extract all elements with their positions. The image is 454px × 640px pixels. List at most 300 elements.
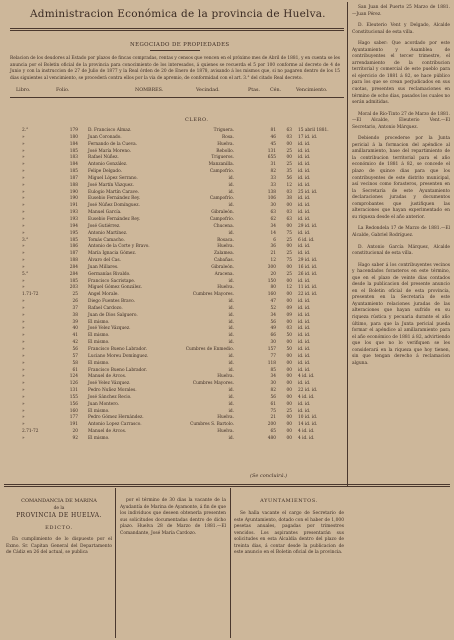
folio-cell: 156: [69, 401, 78, 407]
pesetas-cell: 160: [267, 292, 276, 298]
name-cell: D. Francisco Almaz.: [88, 128, 132, 133]
folio-cell: 184: [69, 162, 78, 168]
libro-cell: »: [22, 401, 25, 407]
ayuntamientos-heading: AYUNTAMIENTOS.: [260, 498, 318, 504]
vecindad-cell: Huelva.: [217, 285, 234, 291]
centimos-cell: 00: [286, 155, 292, 161]
vencimiento-cell: id. id.: [298, 360, 311, 366]
libro-cell: »: [22, 175, 25, 181]
folio-cell: 203: [69, 285, 78, 291]
name-cell: Juan Montero.: [88, 401, 120, 407]
pesetas-cell: 56: [270, 319, 276, 325]
notice-paragraph: Hago saber: Que acordado por este Ayuntamiento y Asamblea de contribuyentes el tercer trimestre, el arrendamiento de la contribucion territorial y comercial de este pueblo para el ejercicio de 1881 á 82, se hace público para los que se crean perjudicados en sus cuotas, presenten sus reclamaciones en término de ocho dias, pasados los cuales no serán admitidas.: [352, 41, 450, 106]
vecindad-cell: Rebollo.: [216, 148, 234, 154]
table-row: [10, 381, 340, 388]
centimos-cell: 00: [286, 223, 292, 229]
name-cell: Francisco Sacristape.: [88, 278, 136, 284]
marina-heading-de-la: de la: [53, 506, 65, 511]
table-row: [10, 347, 340, 354]
centimos-cell: 25: [286, 271, 292, 277]
folio-cell: 58: [72, 360, 78, 366]
pesetas-cell: 480: [267, 435, 276, 441]
name-cell: Álvaro del Cas.: [88, 258, 121, 264]
centimos-cell: 50: [286, 347, 292, 352]
table-row: [10, 155, 340, 162]
marina-province: PROVINCIA DE HUELVA.: [16, 512, 102, 519]
centimos-cell: 00: [286, 388, 292, 394]
centimos-cell: 50: [286, 333, 292, 339]
table-row: [10, 340, 340, 347]
vencimiento-cell: id. id.: [298, 182, 311, 188]
vencimiento-cell: id. id.: [298, 305, 311, 311]
vecindad-cell: Huelva.: [217, 244, 234, 250]
libro-cell: »: [22, 182, 25, 188]
vecindad-cell: id.: [228, 333, 234, 339]
vencimiento-cell: id. id.: [298, 326, 311, 332]
pesetas-cell: 106: [267, 196, 276, 202]
table-row: [10, 415, 340, 422]
vecindad-cell: id.: [228, 388, 234, 394]
centimos-cell: 75: [286, 230, 292, 236]
table-row: [10, 238, 340, 245]
centimos-cell: 25: [286, 162, 292, 168]
name-cell: José María Moreno.: [88, 148, 131, 154]
pesetas-cell: 14: [270, 230, 276, 236]
table-row: [10, 183, 340, 190]
libro-cell: »: [22, 169, 25, 175]
pesetas-cell: 77: [270, 353, 276, 359]
centimos-cell: 00: [286, 292, 292, 298]
vencimiento-cell: id. id.: [298, 203, 311, 209]
marina-edict-continued: por el término de 30 dias la vacante de la Ayudantía de Marina de Ayamonte, á fin de que los individuos que deseen obtenerla presenten sus solicitudes documentadas dentro de dicho plazo. Huelva 28 de Marzo de 1881.—El Comandante, José María Cardozo.: [120, 498, 226, 536]
notice-paragraph: D. Eleuterio Vent y Delgado, Alcalde Constitucional de esta villa.: [352, 23, 450, 35]
vecindad-cell: id.: [228, 230, 234, 236]
header-vencimiento: Vencimiento.: [296, 88, 328, 93]
name-cell: El mismo.: [88, 435, 110, 441]
pesetas-cell: 21: [270, 251, 276, 257]
vencimiento-cell: 29 id. id.: [298, 223, 318, 229]
intro-paragraph: Relacion de los deudores al Estado por plazos de fincas compradas, rentas y censos que vencen en el próximo mes de Abril de 1881, y en cuenta se les anuncia por el Boletin oficial de la provincia para conocimiento de los interesados, á quienes se recuerda el 5 por 100 conforme al decreto de 4 de Junio y con la instruccion de 27 de Julio de 1877 y la Real órden de 20 de Enero de 1878, avisando á los mismos que, si no pagaren dentro de los 15 dias siguientes al vencimiento, se procederá contra ellos por la via de apremio, de conformidad con el art. 3.° del citado Real decreto.: [10, 56, 340, 81]
libro-cell: »: [22, 347, 25, 352]
centimos-cell: 09: [286, 312, 292, 318]
vencimiento-cell: id. id.: [298, 312, 311, 318]
vencimiento-cell: id. id.: [298, 401, 311, 407]
name-cell: Manuel de Arcos.: [88, 374, 127, 380]
centimos-cell: 63: [286, 128, 292, 133]
table-row: [10, 272, 340, 279]
notice-paragraph: Debiendo procederse por la Junta pericial á la formacion del apéndice al amillaramiento, base del repartimiento de la contribucion territorial para el año económico de 1881 á 82, se concede el plazo de quince dias para que los contribuyentes de este distrito municipal, así vecinos como forasteros, presenten en la Secretaría de este Ayuntamiento declaraciones juradas y documentos comprobantes que justifiquen las alteraciones que hayan experimentado en su riqueza desde el año anterior.: [352, 136, 450, 220]
libro-cell: »: [22, 134, 25, 140]
vencimiento-cell: id. id.: [298, 196, 311, 202]
folio-cell: 20: [72, 429, 78, 435]
debtors-table: [10, 128, 340, 443]
name-cell: El mismo.: [88, 360, 110, 366]
vencimiento-cell: id. id.: [298, 278, 311, 284]
table-row: [10, 231, 340, 238]
centimos-cell: 00: [286, 264, 292, 270]
page-title: Administracion Económica de la provincia de Huelva.: [30, 8, 326, 20]
centimos-cell: 25: [286, 148, 292, 154]
vecindad-cell: id.: [228, 203, 234, 209]
table-row: [10, 429, 340, 436]
pesetas-cell: 52: [270, 305, 276, 311]
table-row: [10, 313, 340, 320]
name-cell: Antonio González.: [88, 162, 128, 168]
libro-cell: »: [22, 374, 25, 380]
folio-cell: 61: [72, 367, 78, 373]
bottom-rule: [4, 484, 450, 485]
pesetas-cell: 33: [270, 182, 276, 188]
vencimiento-cell: 16 id. id.: [298, 264, 318, 270]
pesetas-cell: 85: [270, 367, 276, 373]
vecindad-cell: Cumbres Mayores.: [192, 292, 234, 298]
vecindad-cell: Gibraleón.: [211, 210, 234, 216]
name-cell: Pedro Gómez Hernández.: [88, 415, 144, 421]
table-row: [10, 244, 340, 251]
centimos-cell: 00: [286, 203, 292, 209]
vecindad-cell: Cabañas.: [213, 258, 234, 264]
name-cell: Eulogio Martín Carave.: [88, 189, 139, 195]
libro-cell: »: [22, 422, 25, 428]
vecindad-cell: id.: [228, 435, 234, 441]
libro-cell: »: [22, 141, 25, 147]
centimos-cell: 56: [286, 175, 292, 181]
vencimiento-cell: 4 id. id.: [298, 435, 315, 441]
column-divider: [347, 2, 348, 486]
libro-cell: »: [22, 189, 25, 195]
pesetas-cell: 36: [270, 244, 276, 250]
centimos-cell: 35: [286, 169, 292, 175]
folio-cell: 284: [69, 264, 78, 270]
pesetas-cell: 49: [270, 326, 276, 332]
title-rule-2: [10, 30, 344, 31]
libro-cell: »: [22, 244, 25, 250]
vecindad-cell: Huelva.: [217, 141, 234, 147]
libro-cell: »: [22, 264, 25, 270]
header-vecindad: Vecindad.: [196, 88, 220, 93]
pesetas-cell: 138: [267, 189, 276, 195]
vecindad-cell: id.: [228, 353, 234, 359]
header-rule: [10, 97, 344, 98]
name-cell: Pedro Nuñez Morales.: [88, 388, 137, 394]
vecindad-cell: Cumbres Mayores.: [192, 381, 234, 387]
name-cell: José Núñez Domínguez.: [88, 203, 140, 209]
vencimiento-cell: 26 id. id.: [298, 271, 318, 277]
centimos-cell: 25: [286, 408, 292, 414]
centimos-cell: 00: [286, 381, 292, 387]
table-row: [10, 292, 340, 299]
vencimiento-cell: id. id.: [298, 319, 311, 325]
vencimiento-cell: 17 id. id.: [298, 134, 318, 140]
vecindad-cell: id.: [228, 360, 234, 366]
libro-cell: »: [22, 278, 25, 284]
name-cell: José Velez Vázquez.: [88, 381, 131, 387]
pesetas-cell: 655: [267, 155, 276, 161]
centimos-cell: 63: [286, 216, 292, 222]
bottom-rule-2: [4, 486, 450, 487]
centimos-cell: 00: [286, 415, 292, 421]
libro-cell: »: [22, 326, 25, 332]
centimos-cell: 25: [286, 237, 292, 243]
bottom-divider-1: [115, 488, 116, 638]
libro-cell: »: [22, 216, 25, 222]
folio-cell: 187: [69, 175, 78, 181]
pesetas-cell: 46: [270, 134, 276, 140]
table-row: [10, 388, 340, 395]
edict-text: En cumplimiento de lo dispuesto por el Exmo. Sr. Capitan General del Departamento de Cádiz en 26 del actual, se publica: [6, 537, 112, 556]
table-row: [10, 326, 340, 333]
libro-cell: »: [22, 333, 25, 339]
pesetas-cell: 81: [270, 128, 276, 133]
name-cell: El mismo.: [88, 408, 110, 414]
pesetas-cell: 45: [270, 141, 276, 147]
libro-cell: »: [22, 319, 25, 325]
table-row: [10, 395, 340, 402]
centimos-cell: 00: [286, 401, 292, 407]
folio-cell: 179: [69, 128, 78, 133]
table-row: [10, 224, 340, 231]
vecindad-cell: id.: [228, 189, 234, 195]
vencimiento-cell: id. id.: [298, 299, 311, 305]
vecindad-cell: Huelva.: [217, 429, 234, 435]
vencimiento-cell: 4 id. id.: [298, 374, 315, 380]
libro-cell: »: [22, 435, 25, 441]
vencimiento-cell: id. id.: [298, 210, 311, 216]
centimos-cell: 38: [286, 196, 292, 202]
folio-cell: 190: [69, 196, 78, 202]
vecindad-cell: id.: [228, 394, 234, 400]
pesetas-cell: 65: [270, 429, 276, 435]
table-row: [10, 258, 340, 265]
table-row: [10, 176, 340, 183]
name-cell: Tomás Camacho.: [88, 237, 125, 243]
vencimiento-cell: 29 id. id.: [298, 258, 318, 264]
vencimiento-cell: 14 id. id.: [298, 422, 318, 428]
pesetas-cell: 80: [270, 285, 276, 291]
centimos-cell: 00: [286, 422, 292, 428]
notice-paragraph: La Redondela 17 de Marzo de 1881.—El Alcalde, Gabriel Rodríguez.: [352, 226, 450, 238]
libro-cell: »: [22, 162, 25, 168]
name-cell: José Gutiérrez.: [88, 223, 121, 229]
libro-cell: »: [22, 203, 25, 209]
vecindad-cell: Campofrío.: [209, 169, 234, 175]
table-row: [10, 279, 340, 286]
ayuntamientos-text: Se halla vacante el cargo de Secretario de este Ayuntamiento, dotado con el haber de 1,000 pesetas anuales, pagadas por trimestres vencidos. Los aspirantes presentarán sus solicitudes en esta Alcaldía dentro del plazo de treinta dias, á contar desde la publicacion de este anuncio en el Boletin oficial de la provincia.: [234, 511, 344, 556]
vecindad-cell: id.: [228, 401, 234, 407]
edict-heading: EDICTO.: [45, 525, 73, 531]
pesetas-cell: 66: [270, 333, 276, 339]
folio-cell: 185: [69, 237, 78, 243]
folio-cell: 187: [69, 251, 78, 257]
table-row: [10, 320, 340, 327]
name-cell: José Martín Vázquez.: [88, 182, 134, 188]
name-cell: Rafael Núñez.: [88, 155, 119, 161]
name-cell: Eusebio Fernández Rey.: [88, 216, 141, 222]
continuation-note: (Se concluirá.): [250, 473, 288, 479]
centimos-cell: 03: [286, 210, 292, 216]
pesetas-cell: 150: [267, 278, 276, 284]
folio-cell: 160: [69, 408, 78, 414]
libro-cell: »: [22, 285, 25, 291]
vencimiento-cell: 4 id. id.: [298, 429, 315, 435]
vecindad-cell: Huelva.: [217, 374, 234, 380]
folio-cell: 57: [72, 353, 78, 359]
pesetas-cell: 200: [267, 422, 276, 428]
name-cell: Miguel López Serrano.: [88, 175, 138, 181]
vecindad-cell: id.: [228, 319, 234, 325]
folio-cell: 92: [72, 435, 78, 441]
folio-cell: 185: [69, 148, 78, 154]
vecindad-cell: Huelva.: [217, 415, 234, 421]
vecindad-cell: id.: [228, 278, 234, 284]
section-heading: CLERO.: [185, 117, 209, 123]
vecindad-cell: id.: [228, 182, 234, 188]
libro-cell: »: [22, 381, 25, 387]
table-row: [10, 333, 340, 340]
centimos-cell: 12: [286, 182, 292, 188]
vecindad-cell: Aracena.: [214, 271, 234, 277]
libro-cell: »: [22, 299, 25, 305]
name-cell: José Velez Vázquez.: [88, 326, 131, 332]
folio-cell: 37: [72, 305, 78, 311]
pesetas-cell: 157: [267, 347, 276, 352]
vencimiento-cell: id. id.: [298, 155, 311, 161]
vecindad-cell: Cumbres S. Bartolo.: [190, 422, 234, 428]
folio-cell: 155: [69, 394, 78, 400]
vencimiento-cell: id. id.: [298, 353, 311, 359]
table-row: [10, 169, 340, 176]
bottom-divider-2: [230, 488, 231, 638]
pesetas-cell: 300: [267, 264, 276, 270]
name-cell: Antonio Martínez.: [88, 230, 128, 236]
libro-cell: »: [22, 340, 25, 346]
libro-cell: »: [22, 148, 25, 154]
vencimiento-cell: id. id.: [298, 169, 311, 175]
centimos-cell: 25: [286, 251, 292, 257]
table-row: [10, 368, 340, 375]
centimos-cell: 00: [286, 244, 292, 250]
vecindad-cell: id.: [228, 367, 234, 373]
name-cell: Juan Millares.: [88, 264, 119, 270]
pesetas-cell: 131: [267, 148, 276, 154]
table-row: [10, 409, 340, 416]
name-cell: Francisco Bueno Labrador.: [88, 367, 147, 373]
centimos-cell: 12: [286, 285, 292, 291]
vencimiento-cell: 10 id. id.: [298, 415, 318, 421]
right-column-notices: [352, 5, 450, 367]
vecindad-cell: id.: [228, 299, 234, 305]
vencimiento-cell: id. id.: [298, 367, 311, 373]
name-cell: Manuel García.: [88, 210, 122, 216]
table-row: [10, 203, 340, 210]
vecindad-cell: id.: [228, 305, 234, 311]
table-row: [10, 190, 340, 197]
table-row: [10, 210, 340, 217]
pesetas-cell: 118: [267, 360, 276, 366]
folio-cell: 190: [69, 189, 78, 195]
vencimiento-cell: 22 id. id.: [298, 388, 318, 394]
pesetas-cell: 30: [270, 340, 276, 346]
libro-cell: »: [22, 415, 25, 421]
pesetas-cell: 6: [273, 237, 276, 243]
vencimiento-cell: id. id.: [298, 340, 311, 346]
folio-cell: 39: [72, 319, 78, 325]
table-row: [10, 361, 340, 368]
pesetas-cell: 20: [270, 271, 276, 277]
centimos-cell: 09: [286, 305, 292, 311]
header-folio: Folio.: [56, 88, 70, 93]
vencimiento-cell: id. id.: [298, 216, 311, 222]
table-row: [10, 217, 340, 224]
pesetas-cell: 21: [270, 415, 276, 421]
vencimiento-cell: id. id.: [298, 408, 311, 414]
vecindad-cell: Trigueros.: [211, 155, 234, 161]
centimos-cell: 03: [286, 326, 292, 332]
name-cell: Miguel Gómez González.: [88, 285, 143, 291]
vencimiento-cell: id. id.: [298, 244, 311, 250]
title-rule: [10, 28, 344, 29]
centimos-cell: 00: [286, 429, 292, 435]
name-cell: Eusebio Fernández Rey.: [88, 196, 141, 202]
name-cell: Rafael Cardozo.: [88, 305, 123, 311]
table-row: [10, 196, 340, 203]
vencimiento-cell: id. id.: [298, 148, 311, 154]
vecindad-cell: id.: [228, 175, 234, 181]
vencimiento-cell: id. id.: [298, 162, 311, 168]
centimos-cell: 75: [286, 258, 292, 264]
vecindad-cell: Gibraleón.: [211, 264, 234, 270]
name-cell: El mismo.: [88, 333, 110, 339]
section-subtitle: NEGOCIADO DE PROPIEDADES: [130, 42, 230, 48]
name-cell: Felipe Delgado.: [88, 169, 122, 175]
pesetas-cell: 75: [270, 408, 276, 414]
vencimiento-cell: 11 id. id.: [298, 285, 318, 291]
name-cell: Manuel de Arcos.: [88, 429, 127, 435]
name-cell: Luciano Moreu Domínguez.: [88, 353, 149, 359]
vencimiento-cell: id. id.: [298, 230, 311, 236]
vecindad-cell: id.: [228, 326, 234, 332]
libro-cell: »: [22, 353, 25, 359]
name-cell: Germanías Rivaldo.: [88, 271, 131, 277]
centimos-cell: 00: [286, 353, 292, 359]
header-nombres: NOMBRES.: [135, 88, 164, 93]
centimos-cell: 00: [286, 374, 292, 380]
vecindad-cell: Triguera.: [213, 128, 234, 133]
vecindad-cell: Zalamea.: [213, 251, 234, 257]
folio-cell: 191: [69, 422, 78, 428]
pesetas-cell: 82: [270, 169, 276, 175]
folio-cell: 284: [69, 271, 78, 277]
folio-cell: 191: [69, 203, 78, 209]
folio-cell: 124: [69, 374, 78, 380]
folio-cell: 186: [69, 244, 78, 250]
table-row: [10, 436, 340, 443]
table-row: [10, 285, 340, 292]
folio-cell: 25: [72, 292, 78, 298]
libro-cell: 5.°: [22, 271, 29, 277]
notice-paragraph: D. Antonio García Márquez, Alcalde constitucional de esta villa.: [352, 244, 450, 257]
vencimiento-cell: id. id.: [298, 251, 311, 257]
folio-cell: 40: [72, 326, 78, 332]
name-cell: Fernando de la Cueva.: [88, 141, 138, 147]
libro-cell: »: [22, 223, 25, 229]
folio-cell: 42: [72, 340, 78, 346]
vecindad-cell: Campofrío.: [209, 216, 234, 222]
name-cell: Juan de Dios Salguero.: [88, 312, 138, 318]
libro-cell: »: [22, 258, 25, 264]
centimos-cell: 00: [286, 435, 292, 441]
header-pesetas: Ptas.: [248, 88, 261, 93]
